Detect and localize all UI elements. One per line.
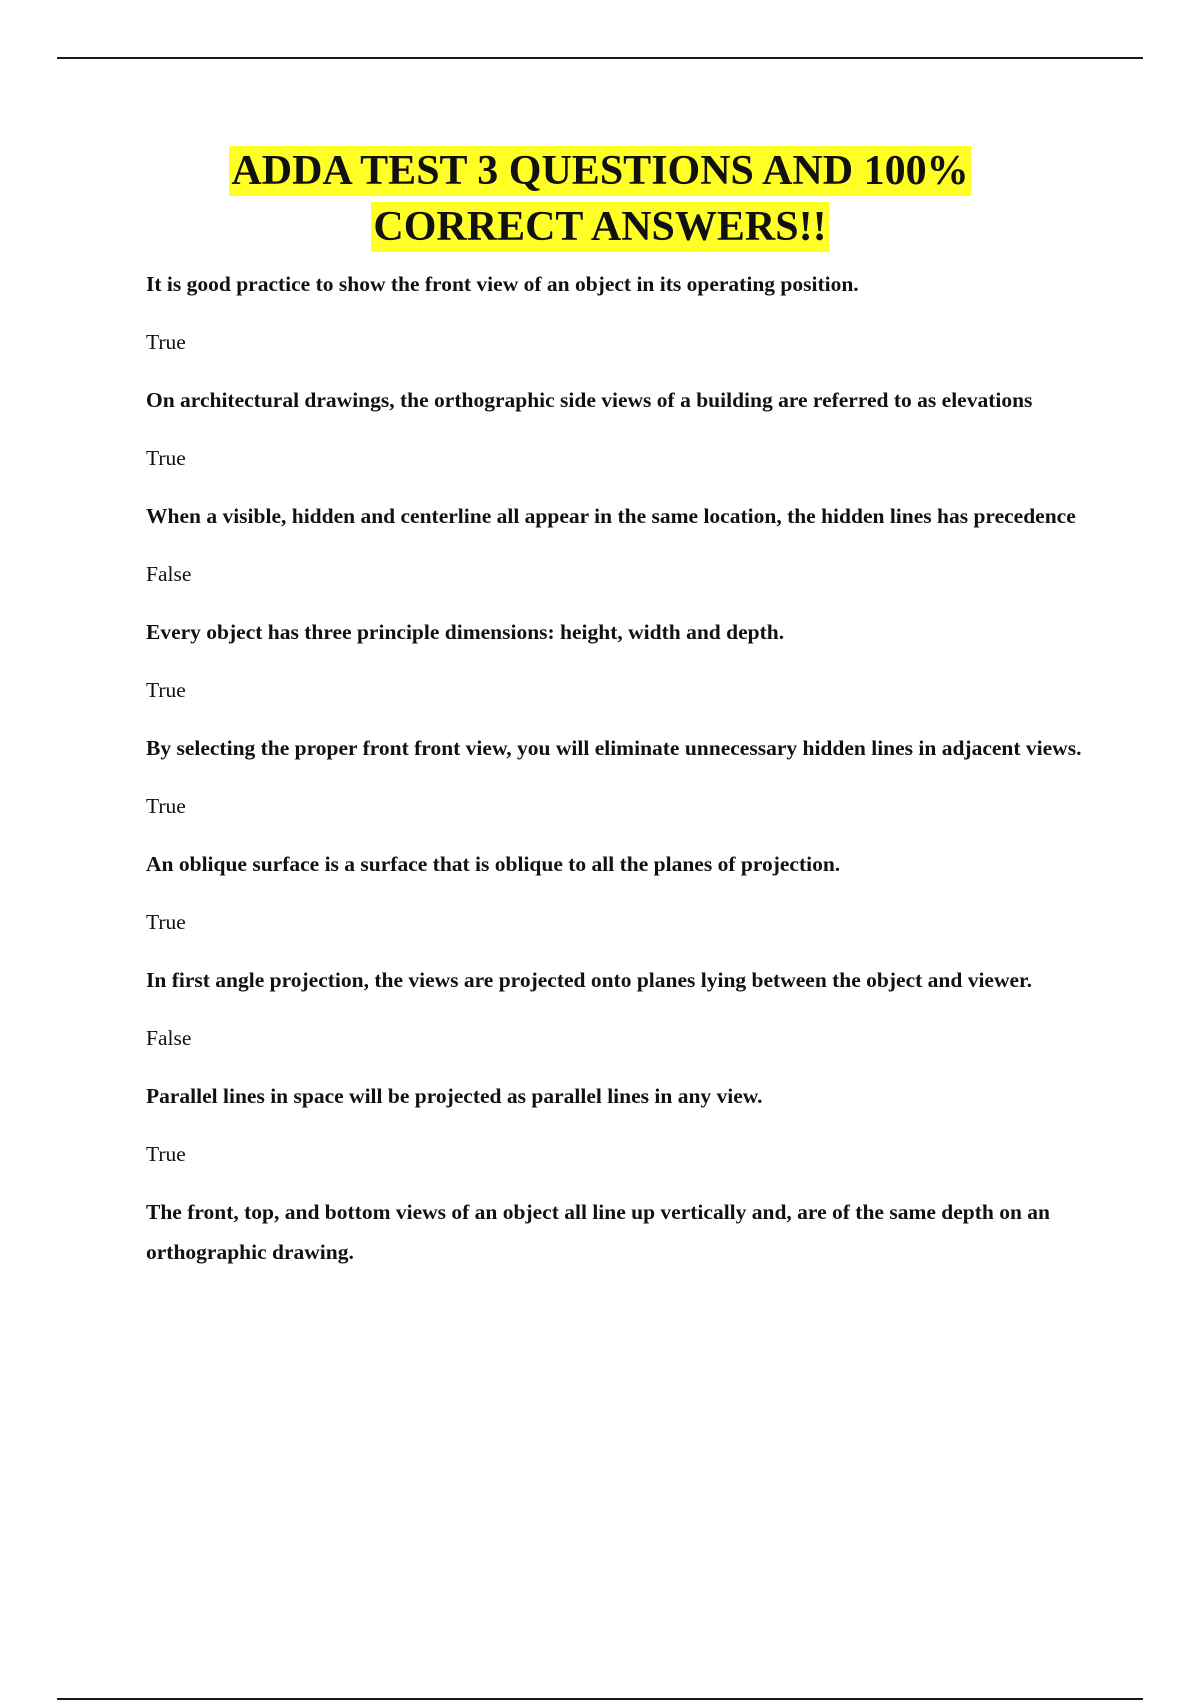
answer: True (146, 1142, 186, 1166)
answer: True (146, 446, 186, 470)
answer: True (146, 678, 186, 702)
qa-list (146, 264, 1086, 1272)
qa-item (146, 844, 1086, 942)
question: By selecting the proper front front view, you will eliminate unnecessary hidden lines in adjacent views. (146, 736, 1082, 760)
answer: False (146, 562, 192, 586)
question: Every object has three principle dimensions: height, width and depth. (146, 620, 785, 644)
qa-item (146, 728, 1086, 826)
qa-item (146, 612, 1086, 710)
question: The front, top, and bottom views of an object all line up vertically and, are of the same depth on an orthographic drawing. (146, 1200, 1051, 1264)
answer: True (146, 910, 186, 934)
question: In first angle projection, the views are projected onto planes lying between the object and viewer. (146, 968, 1032, 992)
title-line-1: ADDA TEST 3 QUESTIONS AND 100% (231, 148, 969, 194)
title-line-2: CORRECT ANSWERS!! (373, 204, 827, 250)
answer: True (146, 330, 186, 354)
question: When a visible, hidden and centerline all appear in the same location, the hidden lines has precedence (146, 504, 1076, 528)
qa-item (146, 1192, 1086, 1272)
question: An oblique surface is a surface that is oblique to all the planes of projection. (146, 852, 841, 876)
question: It is good practice to show the front view of an object in its operating position. (146, 272, 859, 296)
qa-item (146, 380, 1086, 478)
header-rule (57, 57, 1143, 59)
qa-item (146, 264, 1086, 362)
qa-item (146, 960, 1086, 1058)
answer: False (146, 1026, 192, 1050)
qa-item (146, 496, 1086, 594)
question: On architectural drawings, the orthographic side views of a building are referred to as elevations (146, 388, 1033, 412)
qa-item (146, 1076, 1086, 1174)
question: Parallel lines in space will be projected as parallel lines in any view. (146, 1084, 763, 1108)
document-title (0, 146, 1200, 252)
answer: True (146, 794, 186, 818)
